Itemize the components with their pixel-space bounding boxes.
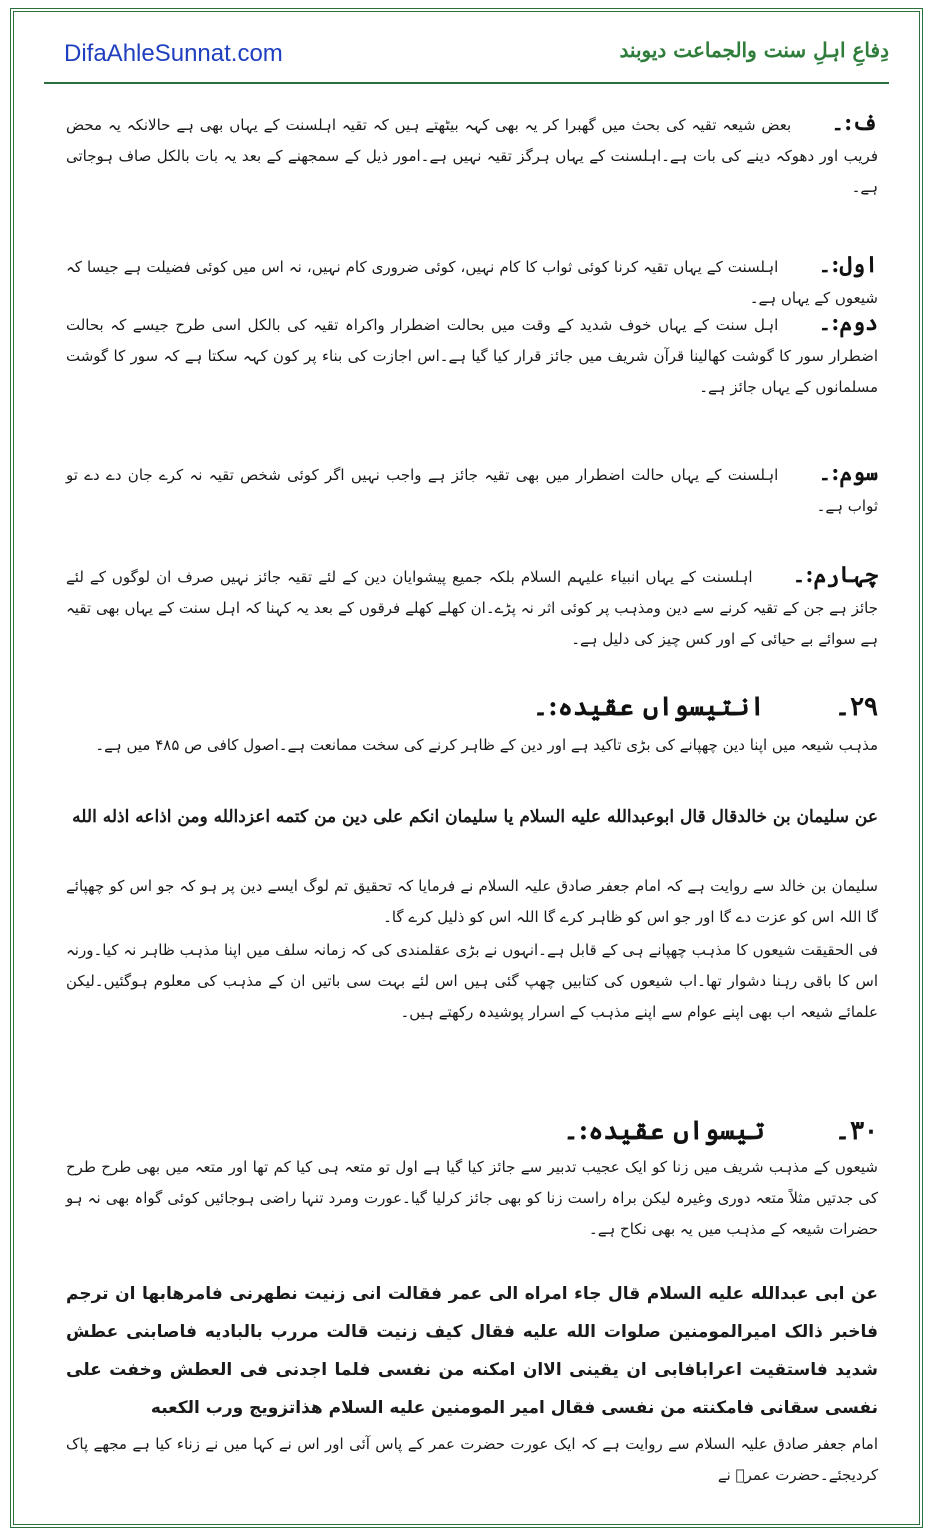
point-second-paragraph: [66, 308, 878, 403]
page-header: [14, 12, 919, 92]
point-second: [66, 308, 878, 403]
point-fourth-paragraph: [66, 560, 878, 655]
point-first-label: اول:۔: [818, 252, 878, 278]
point-second-text: اہل سنت کے یہاں خوف شدید کے وقت میں بحالت اضطرار واکراہ تقیہ کی بالکل اسی طرح جیسے کہ بحالت اضطرار سور کا گوشت کھالینا قرآن شریف میں جائز قرار کیا گیا ہے۔اس اجازت کی بناء پر کون کہہ سکتا ہے کہ سور کا گوشت مسلمانوں کے یہاں جائز ہے۔: [66, 316, 878, 396]
section-29: [66, 692, 878, 1028]
point-first: [66, 250, 878, 314]
section-30: [66, 1116, 878, 1491]
section-29-arabic: عن سلیمان بن خالدقال قال ابوعبدالله علیه السلام یا سلیمان انکم علی دین من کتمه اعزدالله ومن اذاعه اذله الله: [72, 807, 878, 827]
point-second-label: دوم:۔: [818, 310, 878, 336]
page-frame: [10, 8, 923, 1528]
point-third-label: سوم:۔: [818, 460, 878, 486]
intro-text: بعض شیعہ تقیہ کی بحث میں گھبرا کر یہ بھی کہہ بیٹھتے ہیں کہ تقیہ اہلسنت کے یہاں بھی ہے حالانکہ یہ محض فریب اور دھوکہ دینے کی بات ہے۔اہلسنت کے یہاں ہرگز تقیہ نہیں ہے۔امور ذیل کے سمجھنے کے بعد یہ بات بالکل صاف ہوجاتی ہے۔: [66, 116, 878, 196]
section-30-intro: شیعوں کے مذہب شریف میں زنا کو ایک عجیب تدبیر سے جائز کیا گیا ہے اول تو متعہ ہی کیا کم تھا اور متعہ میں بھی طرح طرح کی جدتیں مثلاً متعہ دوری وغیرہ لیکن براہ راست زنا کو بھی جائز کرلیا گیا۔عورت ومرد تنہا راضی ہوجائیں کوئی گواہ بھی نہ ہو حضرات شیعہ کے مذہب میں یہ بھی نکاح ہے۔: [66, 1158, 878, 1238]
section-29-intro: مذہب شیعہ میں اپنا دین چھپانے کی بڑی تاکید ہے اور دین کے ظاہر کرنے کی سخت ممانعت ہے۔اصول کافی ص ۴۸۵ میں ہے۔: [95, 736, 878, 754]
point-third-text: اہلسنت کے یہاں حالت اضطرار میں بھی تقیہ جائز ہے واجب نہیں اگر کوئی شخص تقیہ نہ کرے جان دے دے تو ثواب ہے۔: [66, 466, 878, 515]
page-title: دِفاعِ اہلِ سنت والجماعت دیوبند: [619, 38, 889, 62]
section-30-translation: امام جعفر صادق علیہ السلام سے روایت ہے کہ ایک عورت حضرت عمر کے پاس آئی اور اس نے کہا میں نے زناء کیا ہے مجھے پاک کردیجئے۔حضرت عمرؓ نے: [66, 1435, 878, 1484]
point-fourth: [66, 560, 878, 655]
section-30-heading: [66, 1116, 878, 1146]
point-third-paragraph: [66, 458, 878, 522]
intro-block: [66, 108, 878, 203]
point-fourth-text: اہلسنت کے یہاں انبیاء علیہم السلام بلکہ جمیع پیشوایان دین کے لئے تقیہ جائز نہیں صرف ان لوگوں کے لئے جائز ہے جن کے تقیہ کرنے سے دین ومذہب پر کوئی اثر نہ پڑے۔ان کھلے کھلے فرقوں کے بعد یہ کہنا کہ اہل سنت کے یہاں بھی تقیہ ہے سوائے بے حیائی کے اور کس چیز کی دلیل ہے۔: [66, 568, 878, 648]
intro-paragraph: [66, 108, 878, 203]
section-29-heading: [66, 692, 878, 722]
section-29-title: انتیسواں عقیدہ:۔: [532, 692, 765, 722]
point-third: [66, 458, 878, 522]
section-29-number: ۲۹۔: [834, 692, 878, 722]
point-fourth-label: چہارم:۔: [792, 562, 878, 588]
header-divider: [44, 82, 889, 84]
section-30-title: تیسواں عقیدہ:۔: [563, 1116, 765, 1146]
site-url[interactable]: DifaAhleSunnat.com: [64, 40, 283, 67]
point-first-text: اہلسنت کے یہاں تقیہ کرنا کوئی ثواب کا کام نہیں، کوئی ضروری کام نہیں، نہ اس میں کوئی فضیلت ہے جیسا کہ شیعوں کے یہاں ہے۔: [66, 258, 878, 307]
intro-label: ف:۔: [831, 110, 878, 136]
section-30-arabic: عن ابی عبدالله علیه السلام قال جاء امراه الی عمر فقالت انی زنیت نطهرنی فامرهابها ان ترجم فاخبر ذالک امیرالمومنین صلوات الله علیه فقال کیف زنیت قالت مررب بالبادیه فاصابنی عطش شدید فاستقیت اعرابافابی ان یقینی الاان امکنه من نفسی فلما اجدنی فی العطش وخفت علی نفسی سقانی فامکنته من نفسی فقال امیر المومنین علیه السلام هذاتزویج ورب الکعبه: [66, 1284, 878, 1418]
section-29-translation: سلیمان بن خالد سے روایت ہے کہ امام جعفر صادق علیہ السلام نے فرمایا کہ تحقیق تم لوگ ایسے دین پر ہو کہ جو اس کو چھپائے گا اللہ اس کو عزت دے گا اور جو اس کو ظاہر کرے گا اللہ اس کو ذلیل کرے گا۔: [66, 877, 878, 926]
section-29-comment: فی الحقیقت شیعوں کا مذہب چھپانے ہی کے قابل ہے۔انہوں نے بڑی عقلمندی کی کہ زمانہ سلف میں اپنا مذہب ظاہر نہ کیا۔ورنہ اس کا باقی رہنا دشوار تھا۔اب شیعوں کی کتابیں چھپ گئی ہیں اس لئے بہت سی باتیں ان کے مذہب کی معلوم ہوگئیں۔لیکن علمائے شیعہ اب بھی اپنے عوام سے اپنے مذہب کے اسرار پوشیدہ رکھتے ہیں۔: [66, 941, 878, 1021]
point-first-paragraph: [66, 250, 878, 314]
section-30-number: ۳۰۔: [834, 1116, 878, 1146]
